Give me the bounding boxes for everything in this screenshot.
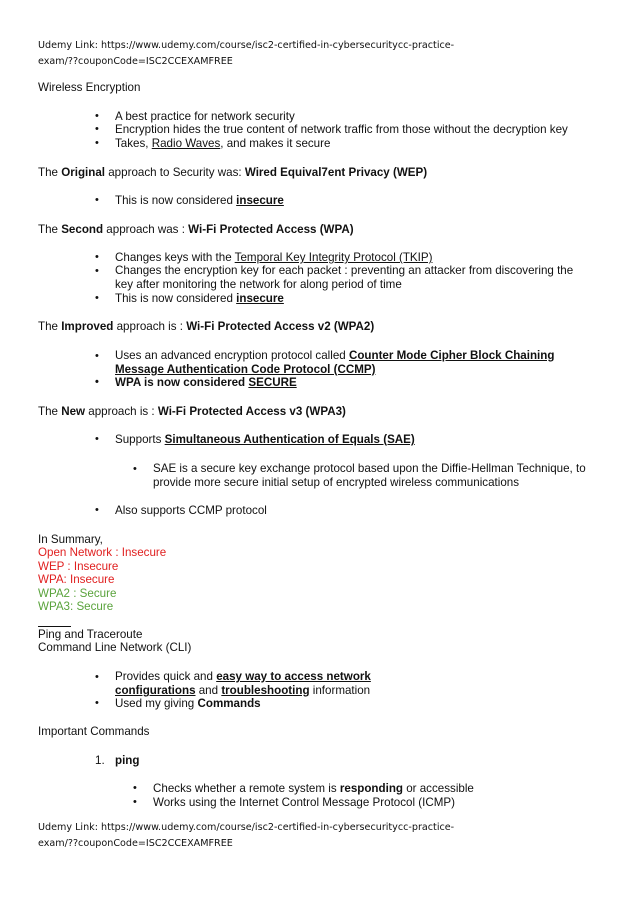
page-footer: [38, 820, 598, 852]
list-item: • Supports Simultaneous Authentication of Equals (SAE): [95, 433, 415, 446]
summary-title: In Summary,: [38, 533, 103, 546]
bullet-icon: •: [95, 194, 99, 206]
sae-link[interactable]: Simultaneous Authentication of Equals (SAE): [164, 433, 415, 446]
numbered-item-ping: 1. ping: [95, 754, 140, 767]
summary-wpa2: WPA2 : Secure: [38, 587, 117, 600]
cli-subtitle: Command Line Network (CLI): [38, 641, 192, 654]
list-item: • Uses an advanced encryption protocol called Counter Mode Cipher Block Chaining Message Authentication Code Protocol (CCMP): [95, 349, 555, 376]
sub-list-item: • Works using the Internet Control Message Protocol (ICMP): [133, 796, 455, 809]
bullet-icon: •: [95, 697, 99, 709]
header-line-2: exam/??couponCode=ISC2CCEXAMFREE: [38, 56, 233, 67]
improved-approach: The Improved approach is : Wi-Fi Protected Access v2 (WPA2): [38, 320, 375, 333]
bullet-icon: •: [95, 292, 99, 304]
list-item: • This is now considered insecure: [95, 292, 284, 305]
page-header: [38, 38, 598, 70]
header-line-1: Udemy Link: https://www.udemy.com/course/isc2-certified-in-cybersecuritycc-practice-: [38, 40, 455, 51]
bullet-icon: •: [95, 504, 99, 516]
list-item: • Changes keys with the Temporal Key Integrity Protocol (TKIP): [95, 251, 433, 264]
bullet-icon: •: [95, 251, 99, 263]
list-item: • Changes the encryption key for each packet : preventing an attacker from discovering the key after monitoring the network for along period of time: [95, 264, 574, 291]
network-config-link[interactable]: easy way to access network configurations: [115, 670, 371, 697]
sub-list-item: • Checks whether a remote system is responding or accessible: [133, 782, 474, 795]
tkip-link[interactable]: Temporal Key Integrity Protocol (TKIP): [234, 251, 433, 264]
bullet-icon: •: [95, 123, 99, 135]
footer-line-2: exam/??couponCode=ISC2CCEXAMFREE: [38, 838, 233, 849]
list-item: • WPA is now considered SECURE: [95, 376, 297, 389]
section-title-wireless: Wireless Encryption: [38, 81, 141, 94]
list-item: • Provides quick and easy way to access network configurations and troubleshooting information: [95, 670, 371, 697]
insecure-link[interactable]: insecure: [236, 292, 284, 305]
new-approach: The New approach is : Wi-Fi Protected Access v3 (WPA3): [38, 405, 346, 418]
bullet-icon: •: [95, 265, 99, 277]
separator-line: [38, 626, 71, 627]
insecure-link[interactable]: insecure: [236, 194, 284, 207]
summary-wpa: WPA: Insecure: [38, 573, 115, 586]
sub-list-item: • SAE is a secure key exchange protocol based upon the Diffie-Hellman Technique, to provide more secure initial setup of encrypted wireless communications: [133, 462, 586, 489]
bullet-icon: •: [133, 463, 137, 475]
ccmp-link[interactable]: Counter Mode Cipher Block Chaining Message Authentication Code Protocol (CCMP): [115, 349, 555, 376]
bullet-icon: •: [95, 433, 99, 445]
second-approach: The Second approach was : Wi-Fi Protected Access (WPA): [38, 223, 354, 236]
footer-line-1: Udemy Link: https://www.udemy.com/course/isc2-certified-in-cybersecuritycc-practice-: [38, 822, 455, 833]
list-item: • This is now considered insecure: [95, 194, 284, 207]
secure-link[interactable]: SECURE: [248, 376, 297, 389]
list-item: • Takes, Radio Waves, and makes it secure: [95, 137, 331, 150]
list-item: • Also supports CCMP protocol: [95, 504, 267, 517]
bullet-icon: •: [95, 110, 99, 122]
original-approach: The Original approach to Security was: Wired Equival7ent Privacy (WEP): [38, 166, 428, 179]
bullet-icon: •: [133, 782, 137, 794]
list-item: • Used my giving Commands: [95, 697, 261, 710]
commands-title: Important Commands: [38, 725, 150, 738]
troubleshooting-link[interactable]: troubleshooting: [221, 684, 310, 697]
list-item: • Encryption hides the true content of network traffic from those without the decryption key: [95, 123, 568, 136]
summary-wep: WEP : Insecure: [38, 560, 119, 573]
bullet-icon: •: [133, 796, 137, 808]
summary-open-network: Open Network : Insecure: [38, 546, 167, 559]
bullet-icon: •: [95, 376, 99, 388]
list-item: • A best practice for network security: [95, 110, 295, 123]
bullet-icon: •: [95, 350, 99, 362]
radio-waves-link[interactable]: Radio Waves: [151, 137, 221, 150]
bullet-icon: •: [95, 671, 99, 683]
summary-wpa3: WPA3: Secure: [38, 600, 114, 613]
bullet-icon: •: [95, 137, 99, 149]
ping-section-title: Ping and Traceroute: [38, 628, 143, 641]
